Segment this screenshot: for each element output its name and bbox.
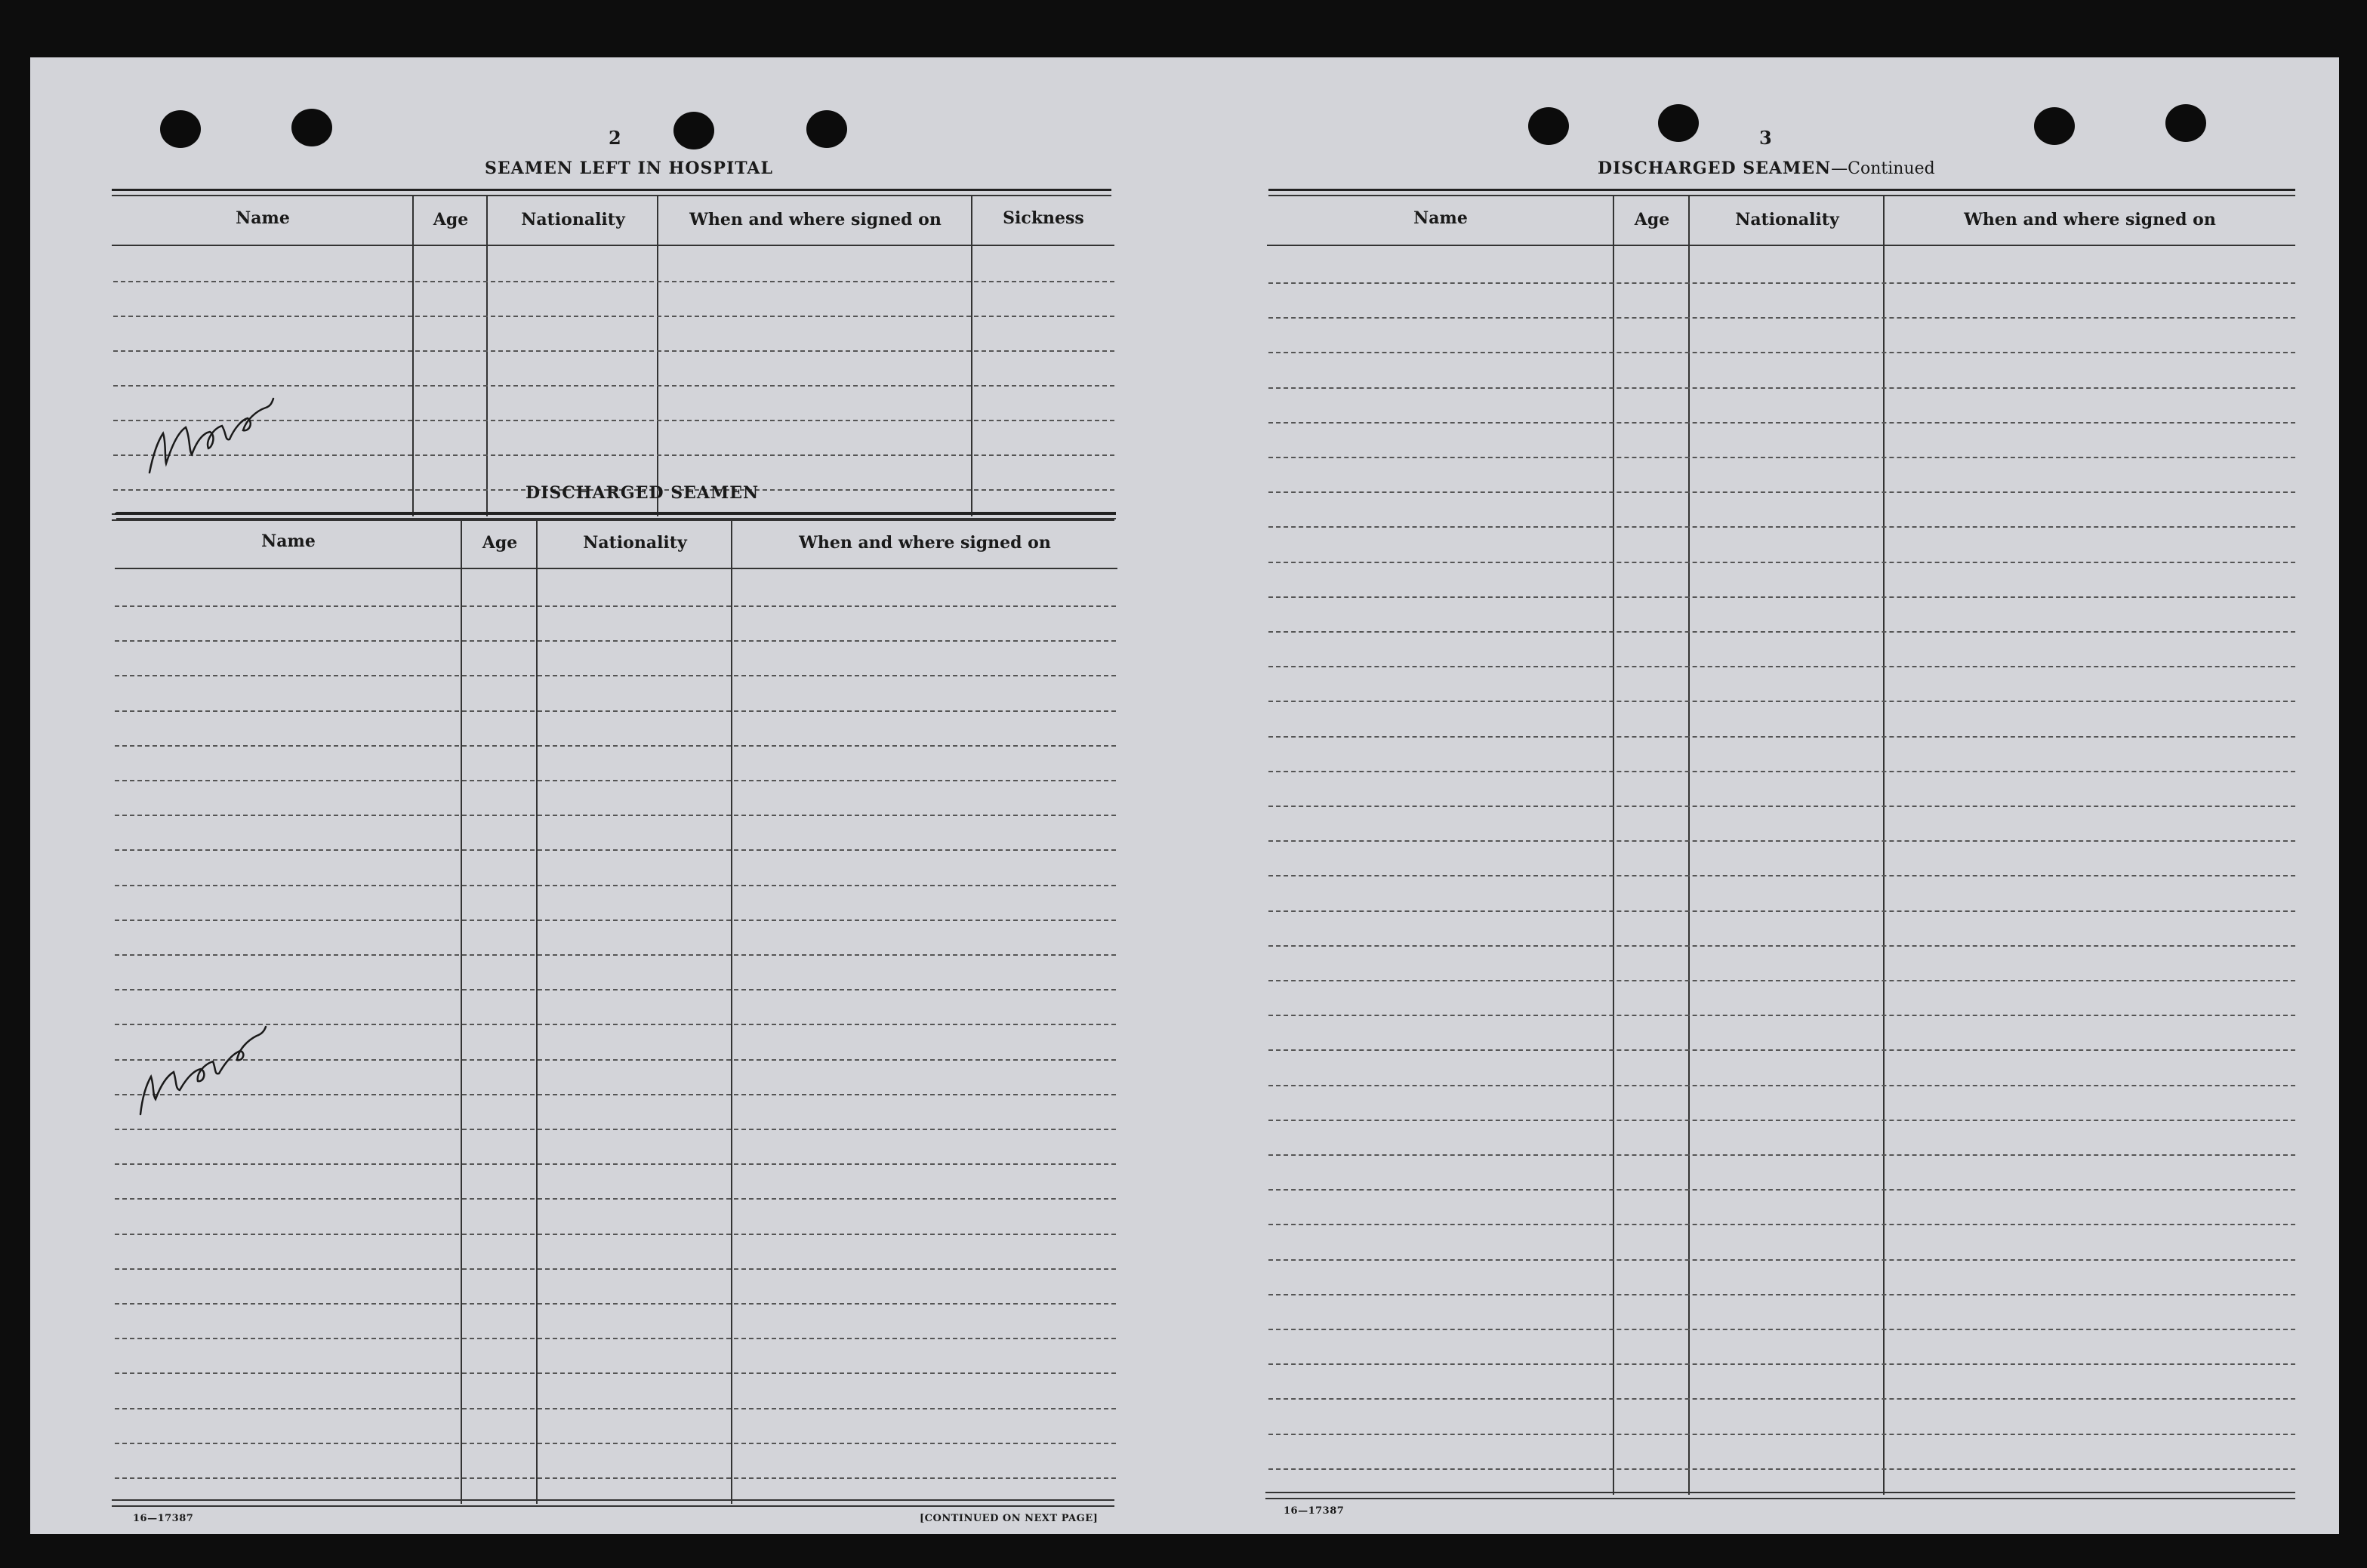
punch-hole (1528, 107, 1569, 145)
col-header-age: Age (482, 533, 518, 553)
table-row-line (115, 815, 1116, 816)
table-row-line (1268, 526, 2295, 528)
col-header-sickness: Sickness (1003, 208, 1084, 228)
table-row-line (115, 885, 1116, 886)
table-row-line (115, 745, 1116, 747)
table-row-line (115, 1477, 1116, 1479)
table-row-line (115, 1163, 1116, 1165)
table-row-line (115, 640, 1116, 642)
table-row-line (1268, 910, 2295, 912)
punch-hole (2165, 104, 2206, 142)
table-row-line (115, 920, 1116, 921)
column-divider (971, 196, 972, 516)
page-number-left: 2 (609, 127, 621, 149)
form-number-left: 16—17387 (133, 1513, 194, 1524)
title-suffix: —Continued (1831, 159, 1935, 178)
table-row-line (1268, 1224, 2295, 1225)
col-header-signed-on: When and where signed on (689, 210, 942, 230)
column-divider (1613, 196, 1614, 1495)
table-row-line (115, 710, 1116, 712)
table-row-line (115, 1408, 1116, 1409)
punch-hole (673, 112, 714, 149)
table-row-line (1268, 980, 2295, 981)
punch-hole (1658, 104, 1699, 142)
discharged-section-title: DISCHARGED SEAMEN (525, 483, 760, 503)
punch-hole (806, 110, 847, 148)
table-row-line (115, 1443, 1116, 1444)
header-rule (1267, 245, 2295, 246)
punch-hole (291, 109, 332, 146)
col-header-age: Age (1634, 210, 1670, 230)
table-top-rule (112, 195, 1111, 196)
table-bottom-rule (112, 1505, 1114, 1507)
table-row-line (1268, 1434, 2295, 1435)
column-divider (412, 196, 414, 516)
table-row-line (1268, 387, 2295, 389)
form-number-right: 16—17387 (1284, 1505, 1345, 1517)
punch-hole (2034, 107, 2075, 145)
table-top-rule (112, 189, 1111, 191)
table-row-line (1268, 945, 2295, 947)
table-row-line (1268, 352, 2295, 353)
table-top-rule (1268, 195, 2295, 196)
table-row-line (115, 849, 1116, 851)
table-row-line (115, 605, 1116, 607)
table-bottom-rule (112, 519, 1114, 521)
table-row-line (113, 316, 1114, 317)
col-header-name: Name (236, 208, 290, 228)
table-row-line (1268, 875, 2295, 876)
col-header-signed-on: When and where signed on (1964, 210, 2216, 230)
table-row-line (1268, 1468, 2295, 1470)
table-row-line (1268, 562, 2295, 563)
handwritten-none-hospital (143, 344, 294, 495)
discharged-top-rule (116, 512, 1116, 514)
header-rule (115, 568, 1117, 569)
table-row-line (1268, 422, 2295, 424)
col-header-age: Age (433, 210, 469, 230)
manifest-sheet (30, 57, 2339, 1534)
table-row-line (1268, 736, 2295, 738)
continued-note: [CONTINUED ON NEXT PAGE] (920, 1513, 1099, 1524)
col-header-signed-on: When and where signed on (799, 533, 1051, 553)
table-row-line (1268, 1189, 2295, 1191)
col-header-nationality: Nationality (521, 210, 625, 230)
table-row-line (1268, 1363, 2295, 1365)
table-row-line (1268, 701, 2295, 702)
table-row-line (1268, 1049, 2295, 1051)
col-header-nationality: Nationality (1735, 210, 1839, 230)
hospital-section-title: SEAMEN LEFT IN HOSPITAL (485, 159, 773, 178)
column-divider (1688, 196, 1690, 1495)
table-bottom-rule (1265, 1498, 2295, 1499)
table-row-line (1268, 1398, 2295, 1400)
table-row-line (1268, 1329, 2295, 1330)
table-row-line (115, 1268, 1116, 1270)
table-row-line (1268, 771, 2295, 772)
column-divider (461, 519, 462, 1504)
table-row-line (115, 780, 1116, 781)
col-header-name: Name (1413, 208, 1468, 228)
table-row-line (1268, 282, 2295, 284)
table-row-line (1268, 1120, 2295, 1121)
column-divider (536, 519, 538, 1504)
table-row-line (1268, 1085, 2295, 1086)
column-divider (1883, 196, 1885, 1495)
table-row-line (1268, 666, 2295, 667)
table-row-line (115, 1234, 1116, 1235)
table-row-line (113, 281, 1114, 282)
table-row-line (1268, 1294, 2295, 1295)
column-divider (486, 196, 488, 516)
discharged-top-rule (116, 518, 1116, 519)
table-row-line (115, 675, 1116, 676)
table-top-rule (1268, 189, 2295, 191)
table-row-line (1268, 1015, 2295, 1016)
table-row-line (1268, 806, 2295, 807)
col-header-name: Name (261, 531, 316, 551)
table-bottom-rule (1265, 1492, 2295, 1493)
table-row-line (1268, 1154, 2295, 1156)
col-header-nationality: Nationality (583, 533, 687, 553)
table-row-line (1268, 596, 2295, 598)
column-divider (657, 196, 658, 516)
table-row-line (115, 1303, 1116, 1305)
page-number-right: 3 (1759, 127, 1772, 149)
table-row-line (115, 1338, 1116, 1339)
discharged-continued-title (1598, 159, 1935, 178)
table-bottom-rule (112, 1499, 1114, 1501)
punch-hole (160, 110, 201, 148)
handwritten-none-discharged (133, 933, 284, 1129)
title-text: DISCHARGED SEAMEN (1598, 159, 1832, 178)
table-row-line (1268, 491, 2295, 493)
column-divider (731, 519, 732, 1504)
table-row-line (115, 1372, 1116, 1374)
table-row-line (1268, 457, 2295, 458)
header-rule (112, 245, 1114, 246)
table-row-line (1268, 1259, 2295, 1261)
table-row-line (1268, 840, 2295, 842)
table-row-line (115, 1198, 1116, 1200)
table-row-line (1268, 317, 2295, 319)
table-row-line (1268, 631, 2295, 633)
